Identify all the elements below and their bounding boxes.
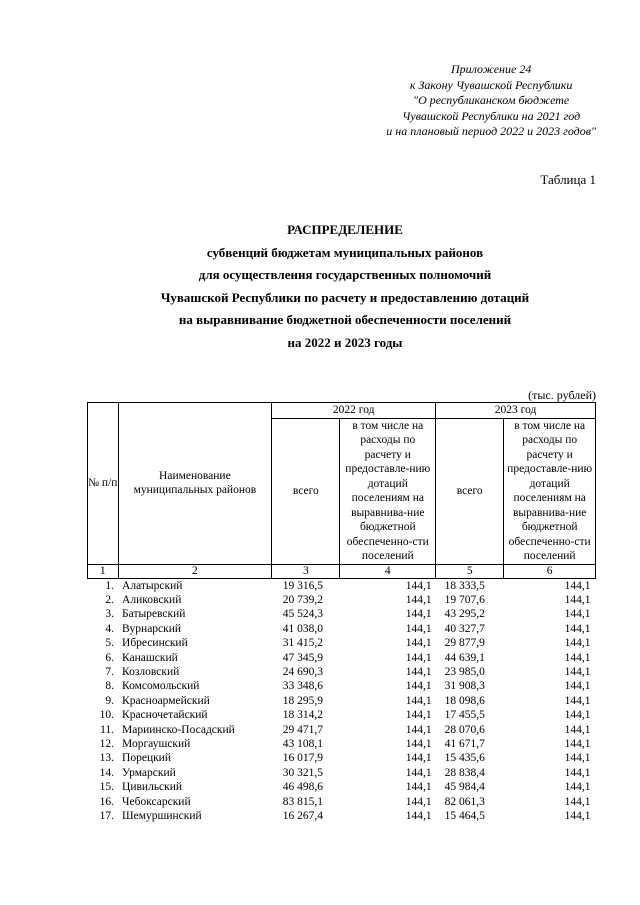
included-2023: 144,1 [564,608,591,621]
district-name: Шемуршинский [122,810,202,822]
included-2023: 144,1 [564,737,591,750]
included-2022: 144,1 [405,752,432,765]
column-number: 3 [272,564,340,578]
included-2023: 144,1 [564,723,591,736]
total-2022: 47 345,9 [282,651,323,664]
included-2022: 144,1 [405,723,432,736]
table-row [88,578,596,593]
row-number: 10. [99,709,115,722]
included-2023: 144,1 [564,709,591,722]
row-number: 7. [105,665,115,678]
total-2022: 18 314,2 [282,709,323,722]
header-year-2022: 2022 год [272,403,436,419]
district-name: Батыревский [122,608,186,621]
included-2022: 144,1 [405,810,432,822]
table-row [88,795,596,809]
included-2022: 144,1 [405,579,432,592]
table-row [88,607,596,621]
total-2022: 19 316,5 [282,579,323,592]
table-row [88,651,596,665]
total-2022: 83 815,1 [282,795,323,808]
included-2022: 144,1 [405,651,432,664]
included-2023: 144,1 [564,637,591,650]
title-line: субвенций бюджетам муниципальных районов [206,244,484,260]
table-row [88,751,596,765]
column-number: 4 [340,564,436,578]
appendix-line: "О республиканском бюджете [413,93,570,107]
included-2022: 144,1 [405,737,432,750]
table-label: Таблица 1 [540,172,596,187]
table-row [88,622,596,636]
total-2023: 45 984,4 [444,781,485,794]
total-2022: 45 524,3 [282,608,323,621]
row-number: 8. [105,680,115,693]
district-name: Цивильский [122,781,183,794]
total-2023: 40 327,7 [444,622,485,635]
total-2023: 23 985,0 [444,665,485,678]
total-2023: 28 070,6 [444,723,485,736]
included-2023: 144,1 [564,752,591,765]
included-2023: 144,1 [564,665,591,678]
total-2022: 33 348,6 [282,680,323,693]
total-2023: 15 435,6 [444,752,485,765]
header-district-name: Наименование муниципальных районов [118,403,272,565]
table-row [88,636,596,650]
row-number: 5. [105,637,115,650]
total-2023: 17 455,5 [444,709,485,722]
district-name: Мариинско-Посадский [122,723,235,736]
district-name: Комсомольский [122,680,200,693]
included-2022: 144,1 [405,622,432,635]
title-line: Чувашской Республики по расчету и предоставлению дотаций [160,289,530,305]
total-2022: 24 690,3 [282,665,323,678]
appendix-line: к Закону Чувашской Республики [409,77,573,92]
total-2022: 18 295,9 [282,694,323,707]
row-number: 14. [99,766,115,779]
included-2023: 144,1 [564,781,591,794]
included-2022: 144,1 [405,665,432,678]
included-2023: 144,1 [564,766,591,779]
total-2023: 44 639,1 [444,651,485,664]
column-number: 6 [504,564,596,578]
header-included-2022: в том числе на расходы по расчету и предоставле-нию дотаций поселениям на выравнива-ние бюджетной обеспеченно-сти поселений [340,418,436,564]
table-row [88,708,596,722]
total-2022: 30 321,5 [282,766,323,779]
appendix-line: и на плановый период 2022 и 2023 годов" [386,124,596,138]
included-2023: 144,1 [564,694,591,707]
row-number: 3. [105,608,115,621]
total-2022: 20 739,2 [282,593,323,606]
row-number: 1. [105,579,115,592]
total-2023: 43 295,2 [444,608,485,621]
table-row [88,665,596,679]
row-number: 2. [105,593,115,606]
included-2023: 144,1 [564,622,591,635]
total-2022: 41 038,0 [282,622,323,635]
distribution-table [87,402,596,823]
total-2023: 18 333,5 [444,579,485,592]
district-name: Аликовский [122,593,182,606]
title-line: для осуществления государственных полномочий [198,267,492,283]
total-2022: 46 498,6 [282,781,323,794]
row-number: 12. [99,737,115,750]
header-total-2023: всего [436,418,504,564]
district-name: Урмарский [122,766,176,779]
included-2022: 144,1 [405,781,432,794]
district-name: Козловский [122,665,180,678]
included-2022: 144,1 [405,680,432,693]
district-name: Канашский [122,651,178,664]
included-2022: 144,1 [405,766,432,779]
table-row [88,737,596,751]
units-label: (тыс. рублей) [528,388,596,402]
row-number: 16. [99,795,115,808]
table-row [88,679,596,693]
column-number-row [88,564,596,578]
included-2022: 144,1 [405,593,432,606]
header-included-2023: в том числе на расходы по расчету и предоставле-нию дотаций поселениям на выравнива-ние бюджетной обеспеченно-сти поселений [504,418,596,564]
appendix-reference [386,62,596,140]
included-2022: 144,1 [405,694,432,707]
appendix-line: Приложение 24 [450,62,532,76]
district-name: Вурнарский [122,622,182,635]
title-line: на выравнивание бюджетной обеспеченности поселений [178,312,512,328]
table-row [88,593,596,607]
total-2023: 29 877,9 [444,637,485,650]
column-number: 1 [88,564,119,578]
district-name: Чебоксарский [122,795,191,808]
included-2022: 144,1 [405,795,432,808]
row-number: 4. [105,622,115,635]
total-2023: 28 838,4 [444,766,485,779]
row-number: 13. [99,752,115,765]
row-number: 15. [99,781,115,794]
included-2023: 144,1 [564,795,591,808]
district-name: Красночетайский [122,709,208,722]
total-2023: 19 707,6 [444,593,485,606]
included-2023: 144,1 [564,810,591,822]
included-2023: 144,1 [564,593,591,606]
total-2023: 82 061,3 [444,795,485,808]
total-2023: 15 464,5 [444,810,485,822]
table-row [88,694,596,708]
total-2022: 43 108,1 [282,737,323,750]
table-row [88,809,596,823]
title-line: на 2022 и 2023 годы [287,334,403,350]
total-2022: 16 267,4 [282,810,323,822]
appendix-line: Чувашской Республики на 2021 год [402,108,581,123]
row-number: 11. [100,723,115,736]
district-name: Красноармейский [122,694,210,707]
row-number: 17. [99,810,115,822]
title-line: РАСПРЕДЕЛЕНИЕ [287,222,403,237]
district-name: Порецкий [122,752,171,765]
total-2023: 31 908,3 [444,680,485,693]
column-number: 5 [436,564,504,578]
total-2022: 29 471,7 [282,723,323,736]
included-2023: 144,1 [564,579,591,592]
total-2022: 31 415,2 [282,637,323,650]
included-2023: 144,1 [564,680,591,693]
district-name: Моргаушский [122,737,191,750]
header-number: № п/п [88,403,119,565]
district-name: Алатырский [122,579,183,592]
included-2022: 144,1 [405,709,432,722]
row-number: 9. [105,694,115,707]
header-year-2023: 2023 год [436,403,596,419]
table-row [88,766,596,780]
total-2023: 18 098,6 [444,694,485,707]
row-number: 6. [105,651,115,664]
total-2023: 41 671,7 [444,737,485,750]
total-2022: 16 017,9 [282,752,323,765]
column-number: 2 [118,564,272,578]
table-row [88,780,596,794]
header-total-2022: всего [272,418,340,564]
table-row [88,723,596,737]
included-2022: 144,1 [405,637,432,650]
district-name: Ибресинский [122,637,188,650]
table-body [88,578,596,823]
document-title [0,219,640,355]
included-2023: 144,1 [564,651,591,664]
included-2022: 144,1 [405,608,432,621]
